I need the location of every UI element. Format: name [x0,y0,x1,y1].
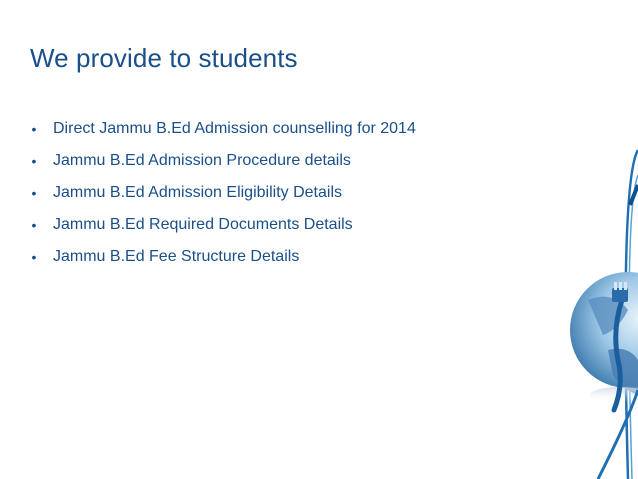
globe-shadow [590,387,638,403]
bullet-icon: • [31,185,37,201]
bullet-icon: • [31,121,37,137]
list-item-text: Jammu B.Ed Fee Structure Details [53,248,300,265]
bullet-icon: • [31,217,37,233]
cable-plug-shape [612,288,628,302]
cable-pin [619,282,622,290]
list-item-text: Direct Jammu B.Ed Admission counselling for 2014 [53,120,416,137]
bullet-icon: • [31,249,37,265]
list-item-text: Jammu B.Ed Required Documents Details [53,216,353,233]
bullet-icon: • [31,153,37,169]
slide-title: We provide to students [30,43,298,73]
cable-pin [614,282,617,290]
list-item-text: Jammu B.Ed Admission Eligibility Details [53,184,342,201]
cable-pin [624,282,627,290]
globe-with-network-cable-icon [558,0,638,479]
list-item-text: Jammu B.Ed Admission Procedure details [53,152,351,169]
